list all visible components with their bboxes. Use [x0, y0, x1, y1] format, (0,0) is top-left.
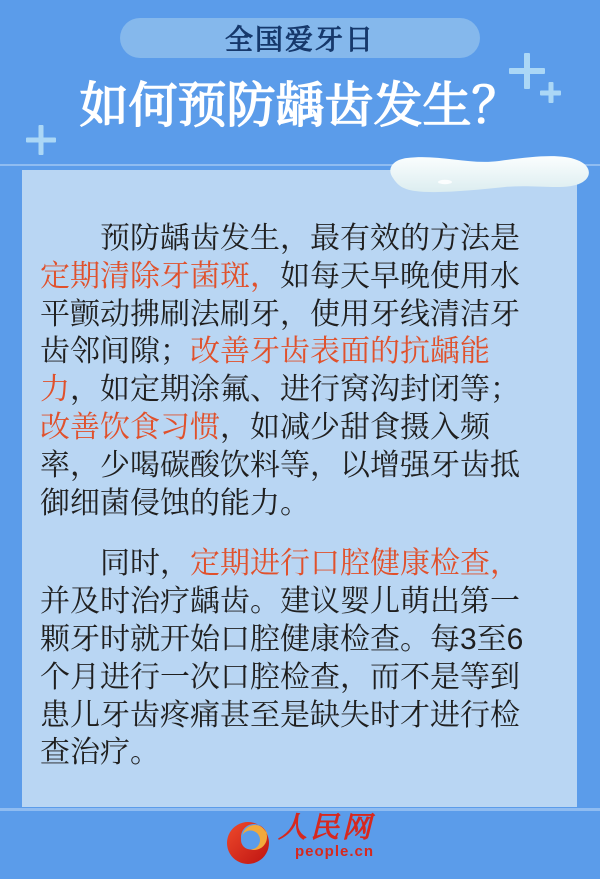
logo-cn-text: 人民网: [277, 812, 374, 844]
content-card: [22, 170, 577, 807]
divider: [0, 808, 600, 811]
footer: [0, 812, 600, 866]
paragraph: [40, 220, 541, 522]
paragraph: [40, 545, 541, 772]
event-badge-label: 全国爱牙日: [224, 24, 375, 55]
event-badge: [120, 18, 480, 58]
text-segment: 预防龋齿发生，最有效的方法是: [100, 222, 520, 255]
text-segment: ，如减少甜食摄入频率，少喝碳酸饮料等，以增强牙齿抵御细菌侵蚀的能力。: [40, 410, 520, 520]
logo-text-block: [278, 812, 374, 860]
text-segment: 如每天早晚使用水平颤动拂刷法刷牙，使用牙线清洁牙齿邻间隙；: [40, 259, 520, 369]
wave-decoration-icon: [383, 150, 595, 196]
people-cn-swirl-icon: [226, 816, 274, 866]
logo-en-text: people.cn: [294, 843, 374, 860]
text-segment: ，如定期涂氟、进行窝沟封闭等；: [70, 373, 520, 407]
highlighted-text-segment: 定期清除牙菌斑，: [40, 259, 280, 293]
highlighted-text-segment: 改善饮食习惯: [40, 410, 220, 444]
text-segment: 并及时治疗龋齿。建议婴儿萌出第一颗牙时就开始口腔健康检查。每3至6个月进行一次口腔检查，而不是等到患儿牙齿疼痛甚至是缺失时才进行检查治疗。: [40, 585, 524, 770]
people-cn-logo: [226, 812, 374, 866]
text-segment: 同时，: [100, 547, 190, 581]
page-title: 如何预防龋齿发生？: [79, 79, 521, 133]
highlighted-text-segment: 改善牙齿表面的抗龋能力: [40, 335, 490, 407]
highlighted-text-segment: 定期进行口腔健康检查，: [190, 547, 520, 581]
